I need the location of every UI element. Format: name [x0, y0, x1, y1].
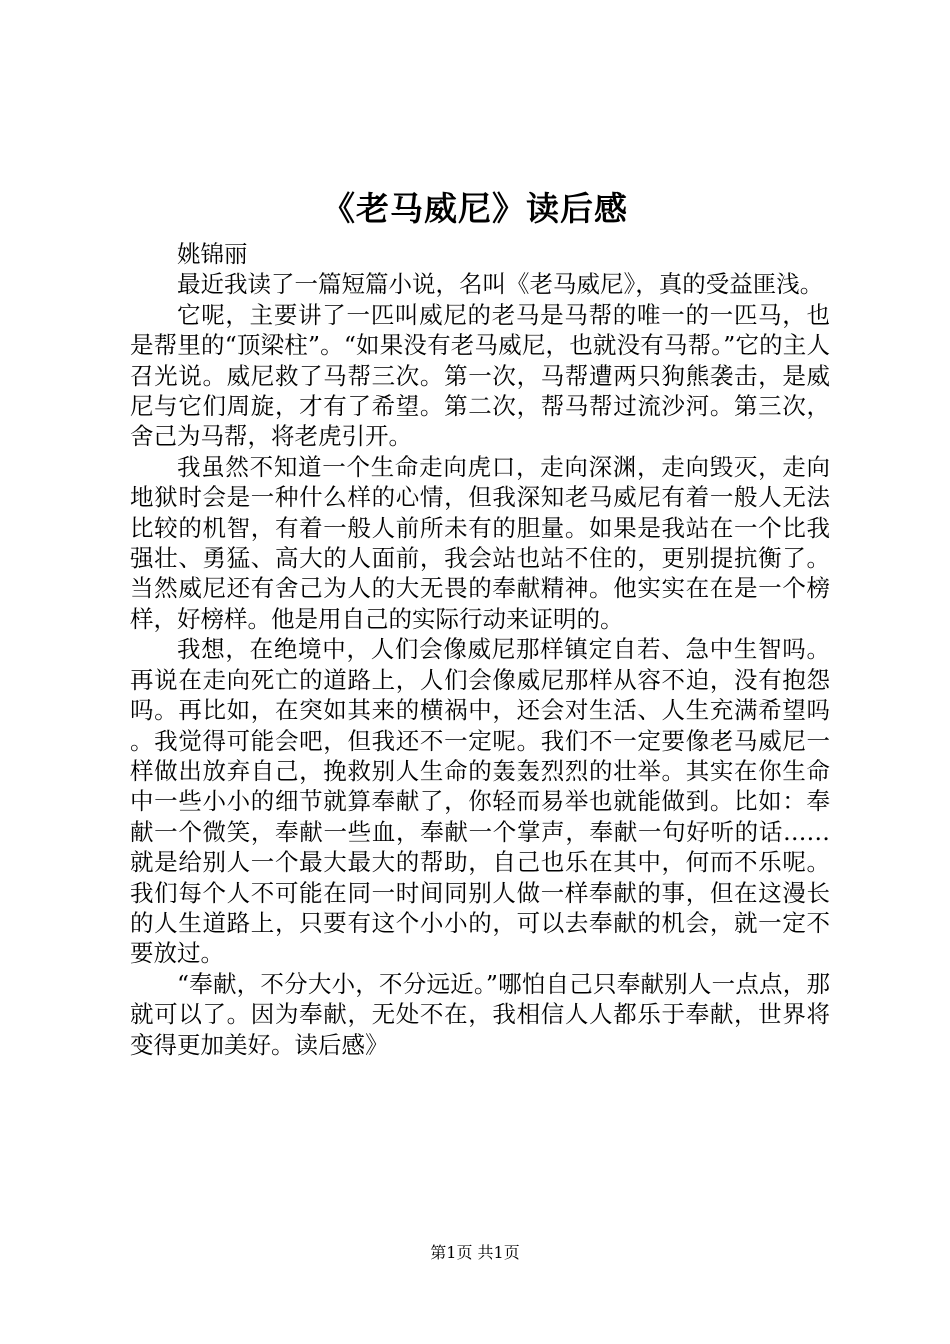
document-body — [130, 239, 830, 1060]
page-number-footer: 第1页 共1页 — [430, 1243, 520, 1262]
paragraph-2: 它呢，主要讲了一匹叫威尼的老马是马帮的唯一的一匹马，也是帮里的“顶梁柱”。“如果没有老马威尼，也就没有马帮。”它的主人召光说。威尼救了马帮三次。第一次，马帮遭两只狗熊袭击，是威尼与它们周旋，才有了希望。第二次，帮马帮过流沙河。第三次，舍己为马帮，将老虎引开。 — [130, 300, 830, 451]
paragraph-4: 我想，在绝境中，人们会像威尼那样镇定自若、急中生智吗。再说在走向死亡的道路上，人们会像威尼那样从容不迫，没有抱怨吗。再比如，在突如其来的横祸中，还会对生活、人生充满希望吗。我觉得可能会吧，但我还不一定呢。我们不一定要像老马威尼一样做出放弃自己，挽救别人生命的轰轰烈烈的壮举。其实在你生命中一些小小的细节就算奉献了，你轻而易举也就能做到。比如：奉献一个微笑，奉献一些血，奉献一个掌声，奉献一句好听的话……就是给别人一个最大最大的帮助，自己也乐在其中，何而不乐呢。我们每个人不可能在同一时间同别人做一样奉献的事，但在这漫长的人生道路上，只要有这个小小的，可以去奉献的机会，就一定不要放过。 — [130, 635, 830, 968]
author-line: 姚锦丽 — [177, 240, 248, 268]
paragraph-3: 我虽然不知道一个生命走向虎口，走向深渊，走向毁灭，走向地狱时会是一种什么样的心情，但我深知老马威尼有着一般人无法比较的机智，有着一般人前所未有的胆量。如果是我站在一个比我强壮、勇猛、高大的人面前，我会站也站不住的，更别提抗衡了。当然威尼还有舍己为人的大无畏的奉献精神。他实实在在是一个榜样，好榜样。他是用自己的实际行动来证明的。 — [130, 452, 830, 633]
paragraph-1: 最近我读了一篇短篇小说，名叫《老马威尼》，真的受益匪浅。 — [177, 270, 824, 299]
document-title: 《老马威尼》读后感 — [322, 189, 628, 228]
paragraph-5: “奉献，不分大小，不分远近。”哪怕自己只奉献别人一点点，那就可以了。因为奉献，无处不在，我相信人人都乐于奉献，世界将变得更加美好。读后感》 — [130, 969, 830, 1059]
